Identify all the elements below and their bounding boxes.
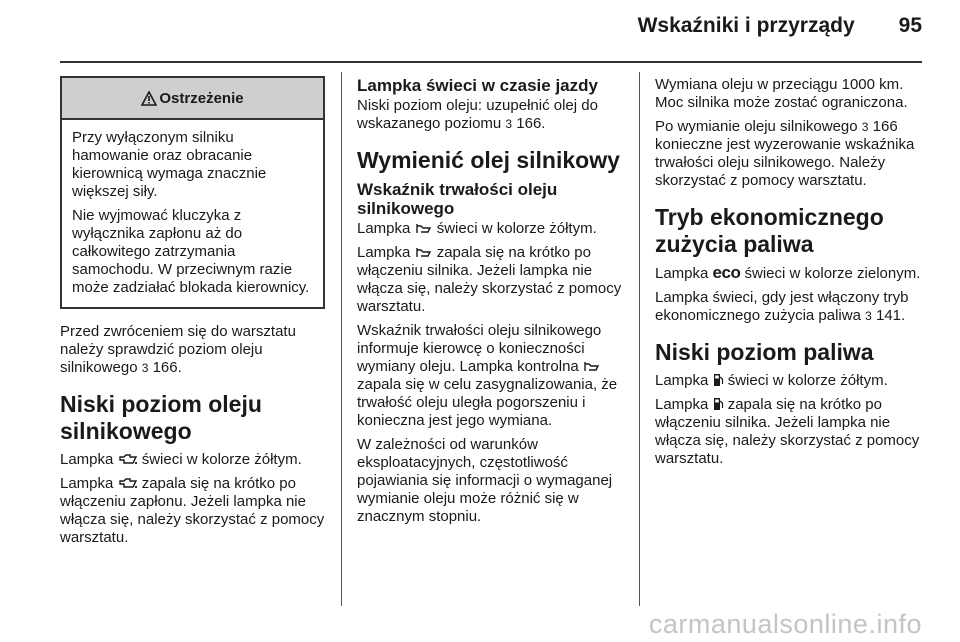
paragraph: Lampka zapala się na krótko po włączeniu silnika. Jeżeli lampka nie włącza się, należy skorzystać z pomocy warsztatu.: [357, 244, 622, 315]
reference-arrow-icon: 3: [861, 120, 869, 134]
paragraph: Lampka zapala się na krótko po włączeniu silnika. Jeżeli lampka nie włącza się, należy skorzystać z pomocy warsztatu.: [655, 396, 920, 467]
fuel-pump-icon: [713, 397, 724, 411]
subheading-oil-life: Wskaźnik trwałości oleju silnikowego: [357, 180, 558, 218]
section-heading-eco-mode: Tryb ekonomicznego zużycia paliwa: [655, 204, 884, 257]
column-1: [60, 76, 325, 553]
paragraph: Lampka zapala się na krótko po włączeniu zapłonu. Jeżeli lampka nie włącza się, należy skorzystać z pomocy warsztatu.: [60, 475, 325, 546]
paragraph: Niski poziom oleju: uzupełnić olej do wskazanego poziomu 3 166.: [357, 97, 598, 132]
section-heading-low-oil: Niski poziom oleju silnikowego: [60, 391, 262, 444]
watermark: carmanualsonline.info: [648, 609, 922, 639]
paragraph: Lampka świeci w kolorze żółtym.: [655, 372, 888, 389]
warning-title: Ostrzeżenie: [159, 89, 244, 107]
reference-arrow-icon: 3: [505, 117, 513, 131]
column-divider: [341, 72, 342, 606]
paragraph: Lampka świeci, gdy jest włączony tryb ekonomicznego zużycia paliwa 3 141.: [655, 289, 909, 324]
column-2: [357, 76, 625, 532]
paragraph: Po wymianie oleju silnikowego 3 166 konieczne jest wyzerowanie wskaźnika trwałości oleju silnikowego. Należy skorzystać z pomocy warsztatu.: [655, 118, 915, 189]
paragraph: Wskaźnik trwałości oleju silnikowego informuje kierowcę o konieczności wymiany oleju. Lampka kontrolna zapala się w celu zasygnalizowania, że trwałość oleju uległa pogorszeniu i konieczna jest jego wymiana.: [357, 322, 618, 429]
warning-header: [62, 78, 323, 120]
reference-arrow-icon: 3: [865, 309, 872, 323]
paragraph: W zależności od warunków eksploatacyjnych, częstotliwość pojawiania się informacji o wymaganej wymianie oleju może różnić się w znacznym stopniu.: [357, 436, 613, 525]
warning-paragraph: Przy wyłączonym silniku hamowanie oraz obracanie kierownicą wymaga znacznie większej siły.: [72, 129, 267, 200]
paragraph: Lampka eco świeci w kolorze zielonym.: [655, 263, 921, 282]
reference-arrow-icon: 3: [141, 361, 149, 375]
page-header: [638, 14, 922, 44]
paragraph: Wymiana oleju w przeciągu 1000 km. Moc silnika może zostać ograniczona.: [655, 76, 908, 111]
oil-change-icon: [415, 246, 433, 259]
eco-icon: eco: [712, 263, 741, 282]
oil-change-icon: [583, 360, 601, 373]
column-3: [655, 76, 923, 474]
paragraph: Lampka świeci w kolorze żółtym.: [357, 220, 597, 237]
section-heading-low-fuel: Niski poziom paliwa: [655, 339, 874, 365]
page-title: Wskaźniki i przyrządy: [637, 14, 855, 37]
header-divider: [60, 61, 922, 63]
oil-pressure-icon: [118, 453, 138, 466]
warning-box: [60, 76, 325, 309]
section-heading-change-oil: Wymienić olej silnikowy: [357, 147, 620, 173]
subheading-lamp-on: Lampka świeci w czasie jazdy: [357, 76, 598, 95]
page-number: 95: [898, 14, 922, 37]
warning-paragraph: Nie wyjmować kluczyka z wyłącznika zapłonu aż do całkowitego zatrzymania samochodu. W przeciwnym razie może zadziałać blokada kierownicy.: [72, 207, 310, 296]
fuel-pump-icon: [713, 373, 724, 387]
paragraph: Przed zwróceniem się do warsztatu należy sprawdzić poziom oleju silnikowego 3 166.: [60, 323, 296, 376]
warning-icon: [141, 91, 157, 106]
paragraph: Lampka świeci w kolorze żółtym.: [60, 451, 302, 468]
warning-body: [62, 120, 323, 307]
oil-pressure-icon: [118, 477, 138, 490]
oil-change-icon: [415, 222, 433, 235]
column-divider: [639, 72, 640, 606]
